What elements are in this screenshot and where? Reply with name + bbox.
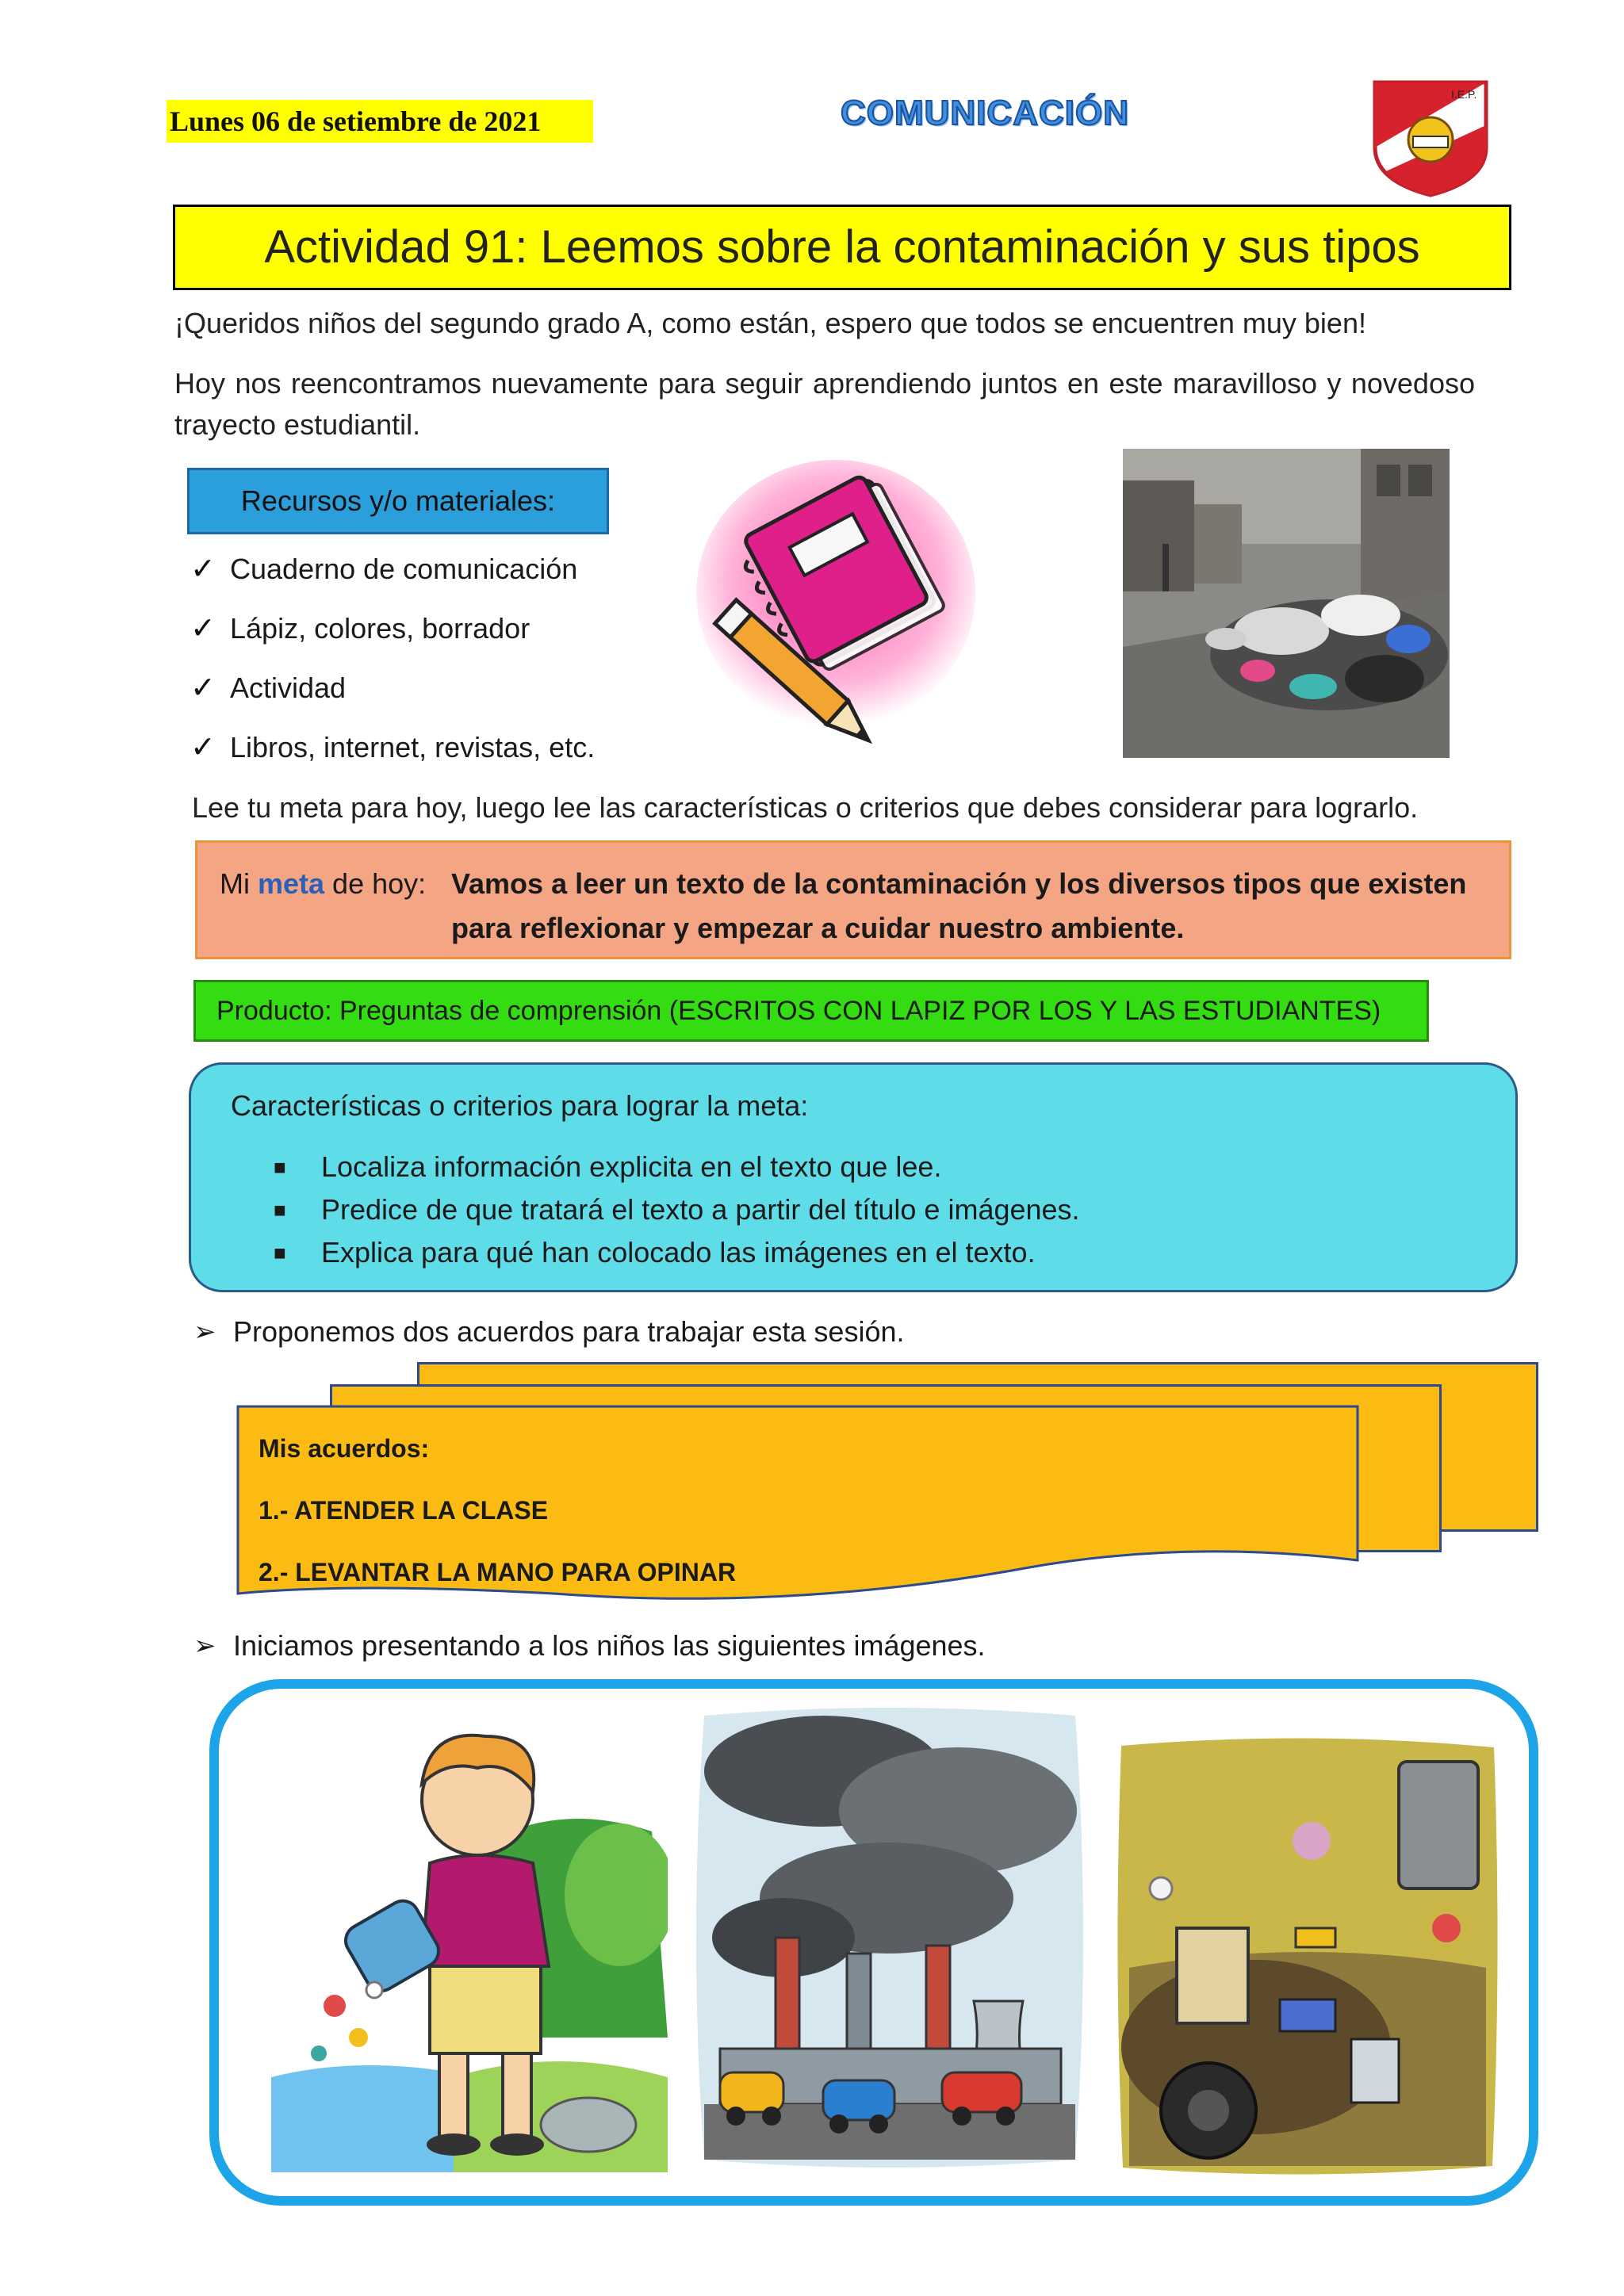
goal-label-prefix: Mi	[220, 867, 258, 900]
subject-title: COMUNICACIÓN	[841, 94, 1129, 132]
criteria-list	[274, 1146, 1080, 1274]
list-item	[274, 1231, 1080, 1274]
resource-item-label: Cuaderno de comunicación	[230, 553, 578, 585]
agreements-intro	[193, 1311, 905, 1353]
criteria-item-label: Explica para qué han colocado las imágenes en el texto.	[321, 1236, 1036, 1269]
resources-list	[190, 545, 698, 783]
date-label: Lunes 06 de setiembre de 2021	[167, 100, 593, 143]
factory-smog-image	[688, 1700, 1091, 2175]
criteria-item-label: Predice de que tratará el texto a partir del título e imágenes.	[321, 1193, 1080, 1226]
criteria-title: Características o criterios para lograr la meta:	[231, 1089, 809, 1122]
goal-box	[195, 840, 1511, 959]
check-icon: ✓	[190, 731, 216, 764]
street-garbage-photo	[1123, 449, 1450, 758]
garbage-dump-image	[1113, 1730, 1502, 2182]
arrow-right-icon: ➢	[193, 1631, 216, 1661]
square-bullet-icon: ■	[274, 1198, 286, 1222]
agreements-title: Mis acuerdos:	[259, 1434, 430, 1463]
resource-item-label: Libros, internet, revistas, etc.	[230, 731, 596, 763]
logo-text: I.E.P.	[1451, 88, 1477, 101]
agreements-content	[236, 1405, 1346, 1595]
list-item	[190, 605, 698, 664]
resource-item-label: Actividad	[230, 672, 347, 704]
criteria-item-label: Localiza información explicita en el texto que lee.	[321, 1150, 942, 1183]
activity-title: Actividad 91: Leemos sobre la contaminación y sus tipos	[173, 205, 1511, 290]
goal-intro-text: Lee tu meta para hoy, luego lee las características o criterios que debes considerar para lograrlo.	[192, 791, 1419, 824]
agreements-text	[259, 1418, 736, 1603]
list-item	[274, 1146, 1080, 1188]
list-item	[190, 545, 698, 605]
arrow-right-icon: ➢	[193, 1317, 216, 1347]
square-bullet-icon: ■	[274, 1241, 286, 1265]
list-item	[190, 664, 698, 724]
check-icon: ✓	[190, 672, 216, 705]
agreement-item: 1.- ATENDER LA CLASE	[259, 1496, 549, 1525]
agreements-intro-text: Proponemos dos acuerdos para trabajar esta sesión.	[233, 1315, 905, 1348]
check-icon: ✓	[190, 553, 216, 586]
images-intro	[193, 1625, 986, 1667]
images-intro-text: Iniciamos presentando a los niños las siguientes imágenes.	[233, 1629, 986, 1662]
goal-label-suffix: de hoy:	[324, 867, 427, 900]
boy-polluting-river-image	[271, 1705, 668, 2172]
product-box: Producto: Preguntas de comprensión (ESCRITOS CON LAPIZ POR LOS Y LAS ESTUDIANTES)	[193, 980, 1429, 1042]
agreement-item: 2.- LEVANTAR LA MANO PARA OPINAR	[259, 1558, 737, 1586]
list-item	[190, 724, 698, 783]
criteria-box	[189, 1062, 1518, 1292]
resources-heading: Recursos y/o materiales:	[187, 468, 609, 534]
check-icon: ✓	[190, 612, 216, 645]
square-bullet-icon: ■	[274, 1155, 286, 1179]
goal-label-accent: meta	[258, 867, 325, 900]
notebook-pencil-image	[688, 452, 983, 747]
intro-text: Hoy nos reencontramos nuevamente para seguir aprendiendo juntos en este maravilloso y novedoso trayecto estudiantil.	[174, 367, 1475, 441]
school-shield-logo	[1369, 78, 1492, 198]
goal-text: Vamos a leer un texto de la contaminación y los diversos tipos que existen para reflexionar y empezar a cuidar nuestro ambiente.	[451, 867, 1467, 944]
resource-item-label: Lápiz, colores, borrador	[230, 612, 530, 645]
goal-label	[220, 862, 426, 906]
pictures-frame	[209, 1679, 1538, 2206]
greeting-text: ¡Queridos niños del segundo grado A, como están, espero que todos se encuentren muy bien!	[174, 307, 1366, 339]
list-item	[274, 1188, 1080, 1231]
